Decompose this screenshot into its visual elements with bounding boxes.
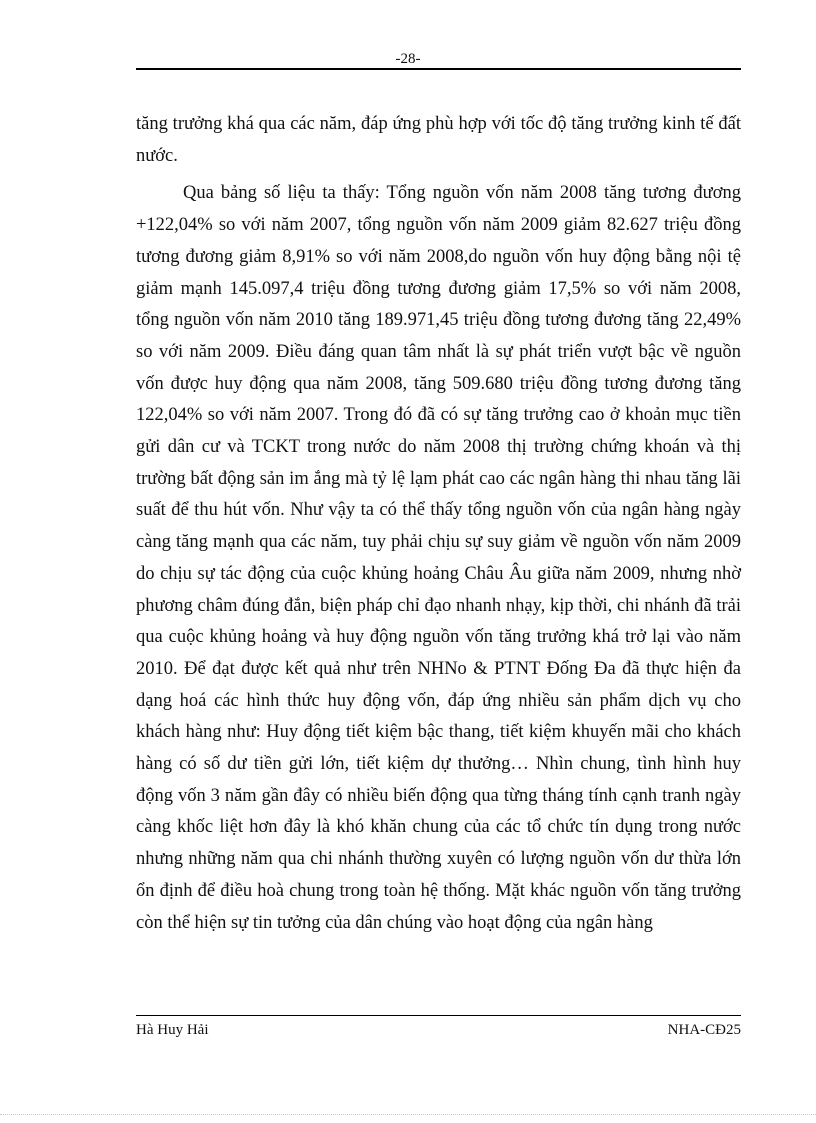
paragraph-continued: tăng trưởng khá qua các năm, đáp ứng phù hợp với tốc độ tăng trưởng kinh tế đất nước. xyxy=(136,114,741,166)
page-number: -28- xyxy=(395,51,421,67)
footer-author: Hà Huy Hải xyxy=(136,1022,209,1038)
footer-rule xyxy=(136,1015,741,1016)
header-rule xyxy=(136,68,741,70)
page-bottom-edge xyxy=(0,1114,816,1115)
footer-code: NHA-CĐ25 xyxy=(667,1022,741,1038)
paragraph-main: Qua bảng số liệu ta thấy: Tổng nguồn vốn năm 2008 tăng tương đương +122,04% so với năm 2007, tổng nguồn vốn năm 2009 giảm 82.627 triệu đồng tương đương giảm 8,91% so với năm 2008,do nguồn vốn huy động bằng nội tệ giảm mạnh 145.097,4 triệu đồng tương đương giảm 17,5% so với năm 2008, tổng nguồn vốn năm 2010 tăng 189.971,45 triệu đồng tương đương tăng 22,49% so với năm 2009. Điều đáng quan tâm nhất là sự phát triển vượt bậc về nguồn vốn được huy động qua năm 2008, tăng 509.680 triệu đồng tương đương tăng 122,04% so với năm 2007. Trong đó đã có sự tăng trưởng cao ở khoản mục tiền gửi dân cư và TCKT trong nước do năm 2008 thị trường chứng khoán và thị trường bất động sản im ắng mà tỷ lệ lạm phát cao các ngân hàng thi nhau tăng lãi suất để thu hút vốn. Như vậy ta có thể thấy tổng nguồn vốn của ngân hàng ngày càng tăng mạnh qua các năm, tuy phải chịu sự suy giảm về nguồn vốn năm 2009 do chịu sự tác động của cuộc khủng hoảng Châu Âu giữa năm 2009, nhưng nhờ phương châm đúng đắn, biện pháp chỉ đạo nhanh nhạy, kịp thời, chi nhánh đã trải qua cuộc khủng hoảng và huy động nguồn vốn tăng trưởng khá trở lại vào năm 2010. Để đạt được kết quả như trên NHNo & PTNT Đống Đa đã thực hiện đa dạng hoá các hình thức huy động vốn, đáp ứng nhiều sản phẩm dịch vụ cho khách hàng như: Huy động tiết kiệm bậc thang, tiết kiệm khuyến mãi cho khách hàng có số dư tiền gửi lớn, tiết kiệm dự thưởng… Nhìn chung, tình hình huy động vốn 3 năm gần đây có nhiều biến động qua từng tháng tính cạnh tranh ngày càng khốc liệt hơn đây là khó khăn chung của các tổ chức tín dụng trong nước nhưng những năm qua chi nhánh thường xuyên có lượng nguồn vốn dư thừa lớn ổn định để điều hoà chung trong toàn hệ thống. Mặt khác nguồn vốn tăng trưởng còn thể hiện sự tin tưởng của dân chúng vào hoạt động của ngân hàng xyxy=(136,183,741,933)
body-text xyxy=(136,109,741,939)
